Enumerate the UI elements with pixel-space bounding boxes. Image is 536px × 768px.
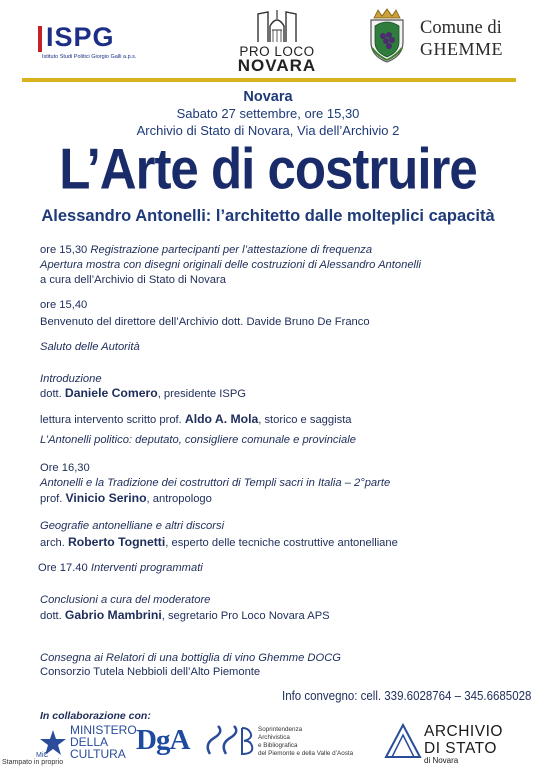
program-benvenuto: Benvenuto del direttore dell’Archivio dott. Davide Bruno De Franco [40, 316, 370, 328]
ministry-line3: CULTURA [70, 747, 126, 761]
serino-role: , antropologo [146, 493, 212, 505]
program-time-1540: ore 15,40 [40, 299, 88, 311]
proloco-logo-line1: PRO LOCO [239, 44, 315, 59]
program-mostra-cura: a cura dell’Archivio di Stato di Novara [40, 274, 226, 286]
comero-prefix: dott. [40, 388, 65, 400]
mola-role: , storico e saggista [258, 414, 352, 426]
ispg-logo-mark [38, 26, 42, 52]
registration-time: ore 15,30 [40, 244, 91, 256]
comero-role: , presidente ISPG [157, 388, 246, 400]
program-comero [40, 386, 246, 401]
event-subtitle: Alessandro Antonelli: l’architetto dalle molteplici capacità [41, 207, 495, 225]
mambrini-name: Gabrio Mambrini [64, 608, 162, 622]
program-mola [40, 412, 352, 427]
archivio-line1: ARCHIVIO [424, 723, 503, 740]
archivio-line3: di Novara [424, 756, 459, 765]
tognetti-role: , esperto delle tecniche costruttive antonelliane [165, 537, 398, 549]
program-consegna: Consegna ai Relatori di una bottiglia di vino Ghemme DOCG [40, 652, 341, 664]
mola-prefix: lettura intervento scritto prof. [40, 414, 185, 426]
program-serino [40, 491, 212, 506]
dome-icon [254, 8, 300, 44]
event-title: L’Arte di costruire [59, 137, 477, 201]
registration-text: Registrazione partecipanti per l’attestazione di frequenza [90, 244, 373, 256]
program-registration [40, 243, 372, 257]
collaboration-label: In collaborazione con: [40, 710, 151, 722]
program-mambrini [40, 608, 330, 623]
tognetti-name: Roberto Tognetti [67, 535, 166, 549]
archivio-line2: DI STATO [424, 740, 497, 757]
proloco-logo-line2: NOVARA [237, 56, 317, 75]
soprintendenza-logo-text [258, 726, 353, 758]
ministry-line2: DELLA [70, 735, 109, 749]
mola-name: Aldo A. Mola [184, 412, 259, 426]
ispg-logo-subtitle: Istituto Studi Politici Giorgio Galli a.p.s. [42, 54, 137, 60]
ministry-line1: MINISTERO [70, 723, 137, 737]
interventi-text: Interventi programmati [90, 562, 203, 574]
mambrini-prefix: dott. [40, 610, 65, 622]
program-consorzio: Consorzio Tutela Nebbioli dell’Alto Piemonte [40, 666, 261, 678]
archivio-triangle-icon [384, 723, 422, 759]
event-venue: Archivio di Stato di Novara, Via dell’Archivio 2 [136, 123, 400, 138]
program-antonelli-politico: L’Antonelli politico: deputato, consigliere comunale e provinciale [40, 434, 356, 446]
program-time-1630: Ore 16,30 [40, 462, 90, 474]
tognetti-prefix: arch. [40, 537, 68, 549]
header-divider [22, 78, 516, 82]
program-tognetti [40, 535, 398, 550]
program-interventi [38, 561, 203, 575]
ssb-line3: e Bibliografica [258, 742, 298, 749]
event-city: Novara [243, 89, 293, 105]
comune-logo-line1: Comune di [420, 18, 502, 38]
comune-logo-line2: GHEMME [420, 39, 503, 59]
ministry-abbrev: MiC [36, 752, 49, 759]
program-tradizione: Antonelli e la Tradizione dei costruttori di Templi sacri in Italia – 2°parte [40, 477, 391, 489]
comero-name: Daniele Comero [64, 386, 158, 400]
info-contact: Info convegno: cell. 339.6028764 – 345.6685028 [282, 689, 532, 703]
printed-note: Stampato in proprio [2, 759, 64, 766]
ispg-logo: ISPG [46, 22, 115, 52]
event-date: Sabato 27 settembre, ore 15,30 [176, 106, 360, 121]
ssb-line4: del Piemonte e della Valle d’Aosta [258, 750, 354, 757]
ministry-logo-text [70, 724, 137, 760]
program-introduzione: Introduzione [40, 373, 102, 385]
soprintendenza-icon [204, 724, 256, 760]
serino-name: Vinicio Serino [65, 491, 147, 505]
program-mostra: Apertura mostra con disegni originali delle costruzioni di Alessandro Antonelli [40, 259, 421, 271]
mambrini-role: , segretario Pro Loco Novara APS [161, 610, 330, 622]
dga-logo: DgA [136, 724, 190, 756]
ssb-line1: Soprintendenza [258, 726, 303, 733]
program-conclusioni: Conclusioni a cura del moderatore [40, 594, 211, 606]
crest-icon [368, 8, 406, 64]
serino-prefix: prof. [40, 493, 66, 505]
interventi-time: Ore 17.40 [38, 562, 91, 574]
ssb-line2: Archivistica [258, 734, 290, 741]
program-saluto: Saluto delle Autorità [40, 341, 140, 353]
program-geografie: Geografie antonelliane e altri discorsi [40, 520, 225, 532]
